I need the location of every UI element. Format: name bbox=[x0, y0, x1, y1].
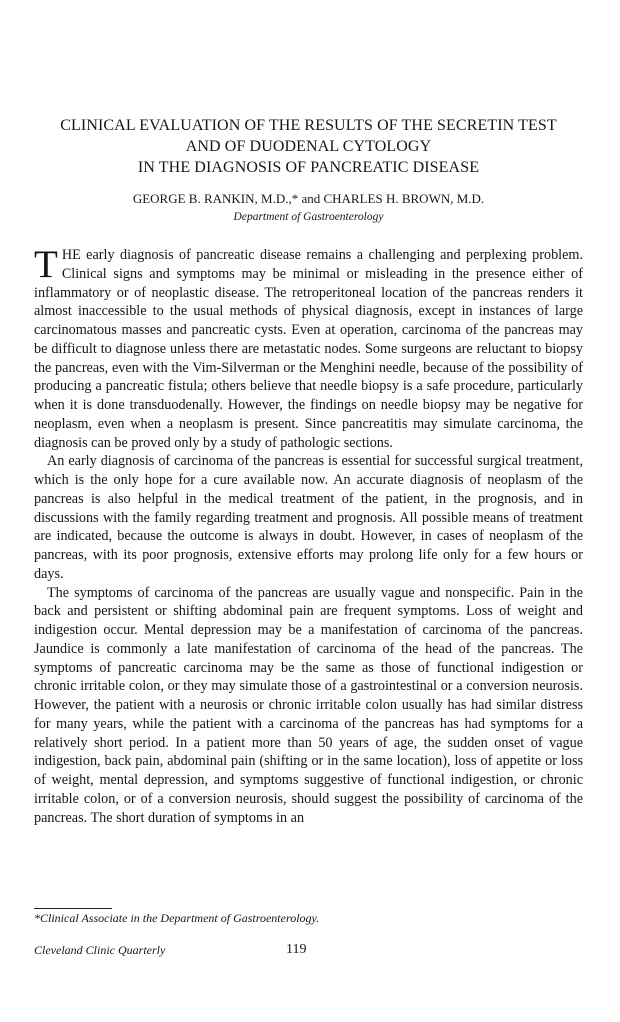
department-line: Department of Gastroenterology bbox=[233, 211, 384, 223]
journal-name: Cleveland Clinic Quarterly bbox=[34, 943, 166, 957]
paragraph-2: An early diagnosis of carcinoma of the pancreas is essential for successful surgical treatment, which is the only hope for a cure available now. An accurate diagnosis of neoplasm of the pancreas is also helpful in the medical treatment of the patient, in the prognosis, and in discussions with the family regarding treatment and prognosis. All possible means of treatment are indicated, because the outcome is always in doubt. However, in cases of neoplasm of the pancreas, with its poor prognosis, extensive efforts may prolong life only for a few hours or days. bbox=[34, 453, 583, 582]
article-page bbox=[34, 115, 583, 827]
title-line-2: AND OF DUODENAL CYTOLOGY bbox=[185, 138, 432, 155]
footnote-divider bbox=[34, 908, 112, 909]
drop-cap: T bbox=[34, 243, 58, 286]
article-body bbox=[34, 243, 583, 827]
page-number: 119 bbox=[286, 942, 307, 957]
article-title bbox=[34, 115, 583, 178]
title-line-1: CLINICAL EVALUATION OF THE RESULTS OF THE SECRETIN TEST bbox=[60, 117, 557, 134]
paragraph-1-text: HE early diagnosis of pancreatic disease remains a challenging and perplexing problem. Clinical signs and symptoms may be minimal or misleading in the presence either of inflammatory or of neoplastic disease. The retroperitoneal location of the pancreas renders it almost inaccessible to the usual methods of physical diagnosis, except in instances of large carcinomatous masses and pancreatic cysts. Even at operation, carcinoma of the pancreas may be difficult to diagnose unless there are metastatic nodes. Some surgeons are reluctant to biopsy the pancreas, even with the Vim-Silverman or the Menghini needle, because of the possibility of producing a pancreatic fistula; others believe that needle biopsy is a safe procedure, particularly when it is done transduodenally. However, the findings on needle biopsy may be negative for neoplasm, even when a neoplasm is present. Since pancreatitis may simulate carcinoma, the diagnosis can be proved only by a study of pathologic sections. bbox=[34, 247, 583, 451]
author-line: GEORGE B. RANKIN, M.D.,* and CHARLES H. BROWN, M.D. bbox=[132, 191, 485, 206]
title-line-3: IN THE DIAGNOSIS OF PANCREATIC DISEASE bbox=[137, 159, 480, 176]
footnote: *Clinical Associate in the Department of Gastroenterology. bbox=[34, 911, 320, 925]
paragraph-1 bbox=[34, 243, 583, 452]
paragraph-3: The symptoms of carcinoma of the pancreas are usually vague and nonspecific. Pain in the back and persistent or shifting abdominal pain are frequent symptoms. Loss of weight and indigestion occur. Mental depression may be a manifestation of carcinoma of the pancreas. Jaundice is commonly a late manifestation of carcinoma of the head of the pancreas. The symptoms of pancreatic carcinoma may be the same as those of functional indigestion or chronic irritable colon, or they may simulate those of a gastrointestinal or a conversion neurosis. However, the patient with a neurosis or chronic irritable colon usually has had similar distress for many years, while the patient with a carcinoma of the pancreas has had symptoms for a relatively short period. In a patient more than 50 years of age, the sudden onset of vague indigestion, back pain, abdominal pain (shifting or in the same location), loss of appetite or loss of weight, mental depression, and symptoms suggestive of functional indigestion, or chronic irritable colon, or of a conversion neurosis, should suggest the possibility of carcinoma of the pancreas. The short duration of symptoms in an bbox=[34, 584, 583, 826]
